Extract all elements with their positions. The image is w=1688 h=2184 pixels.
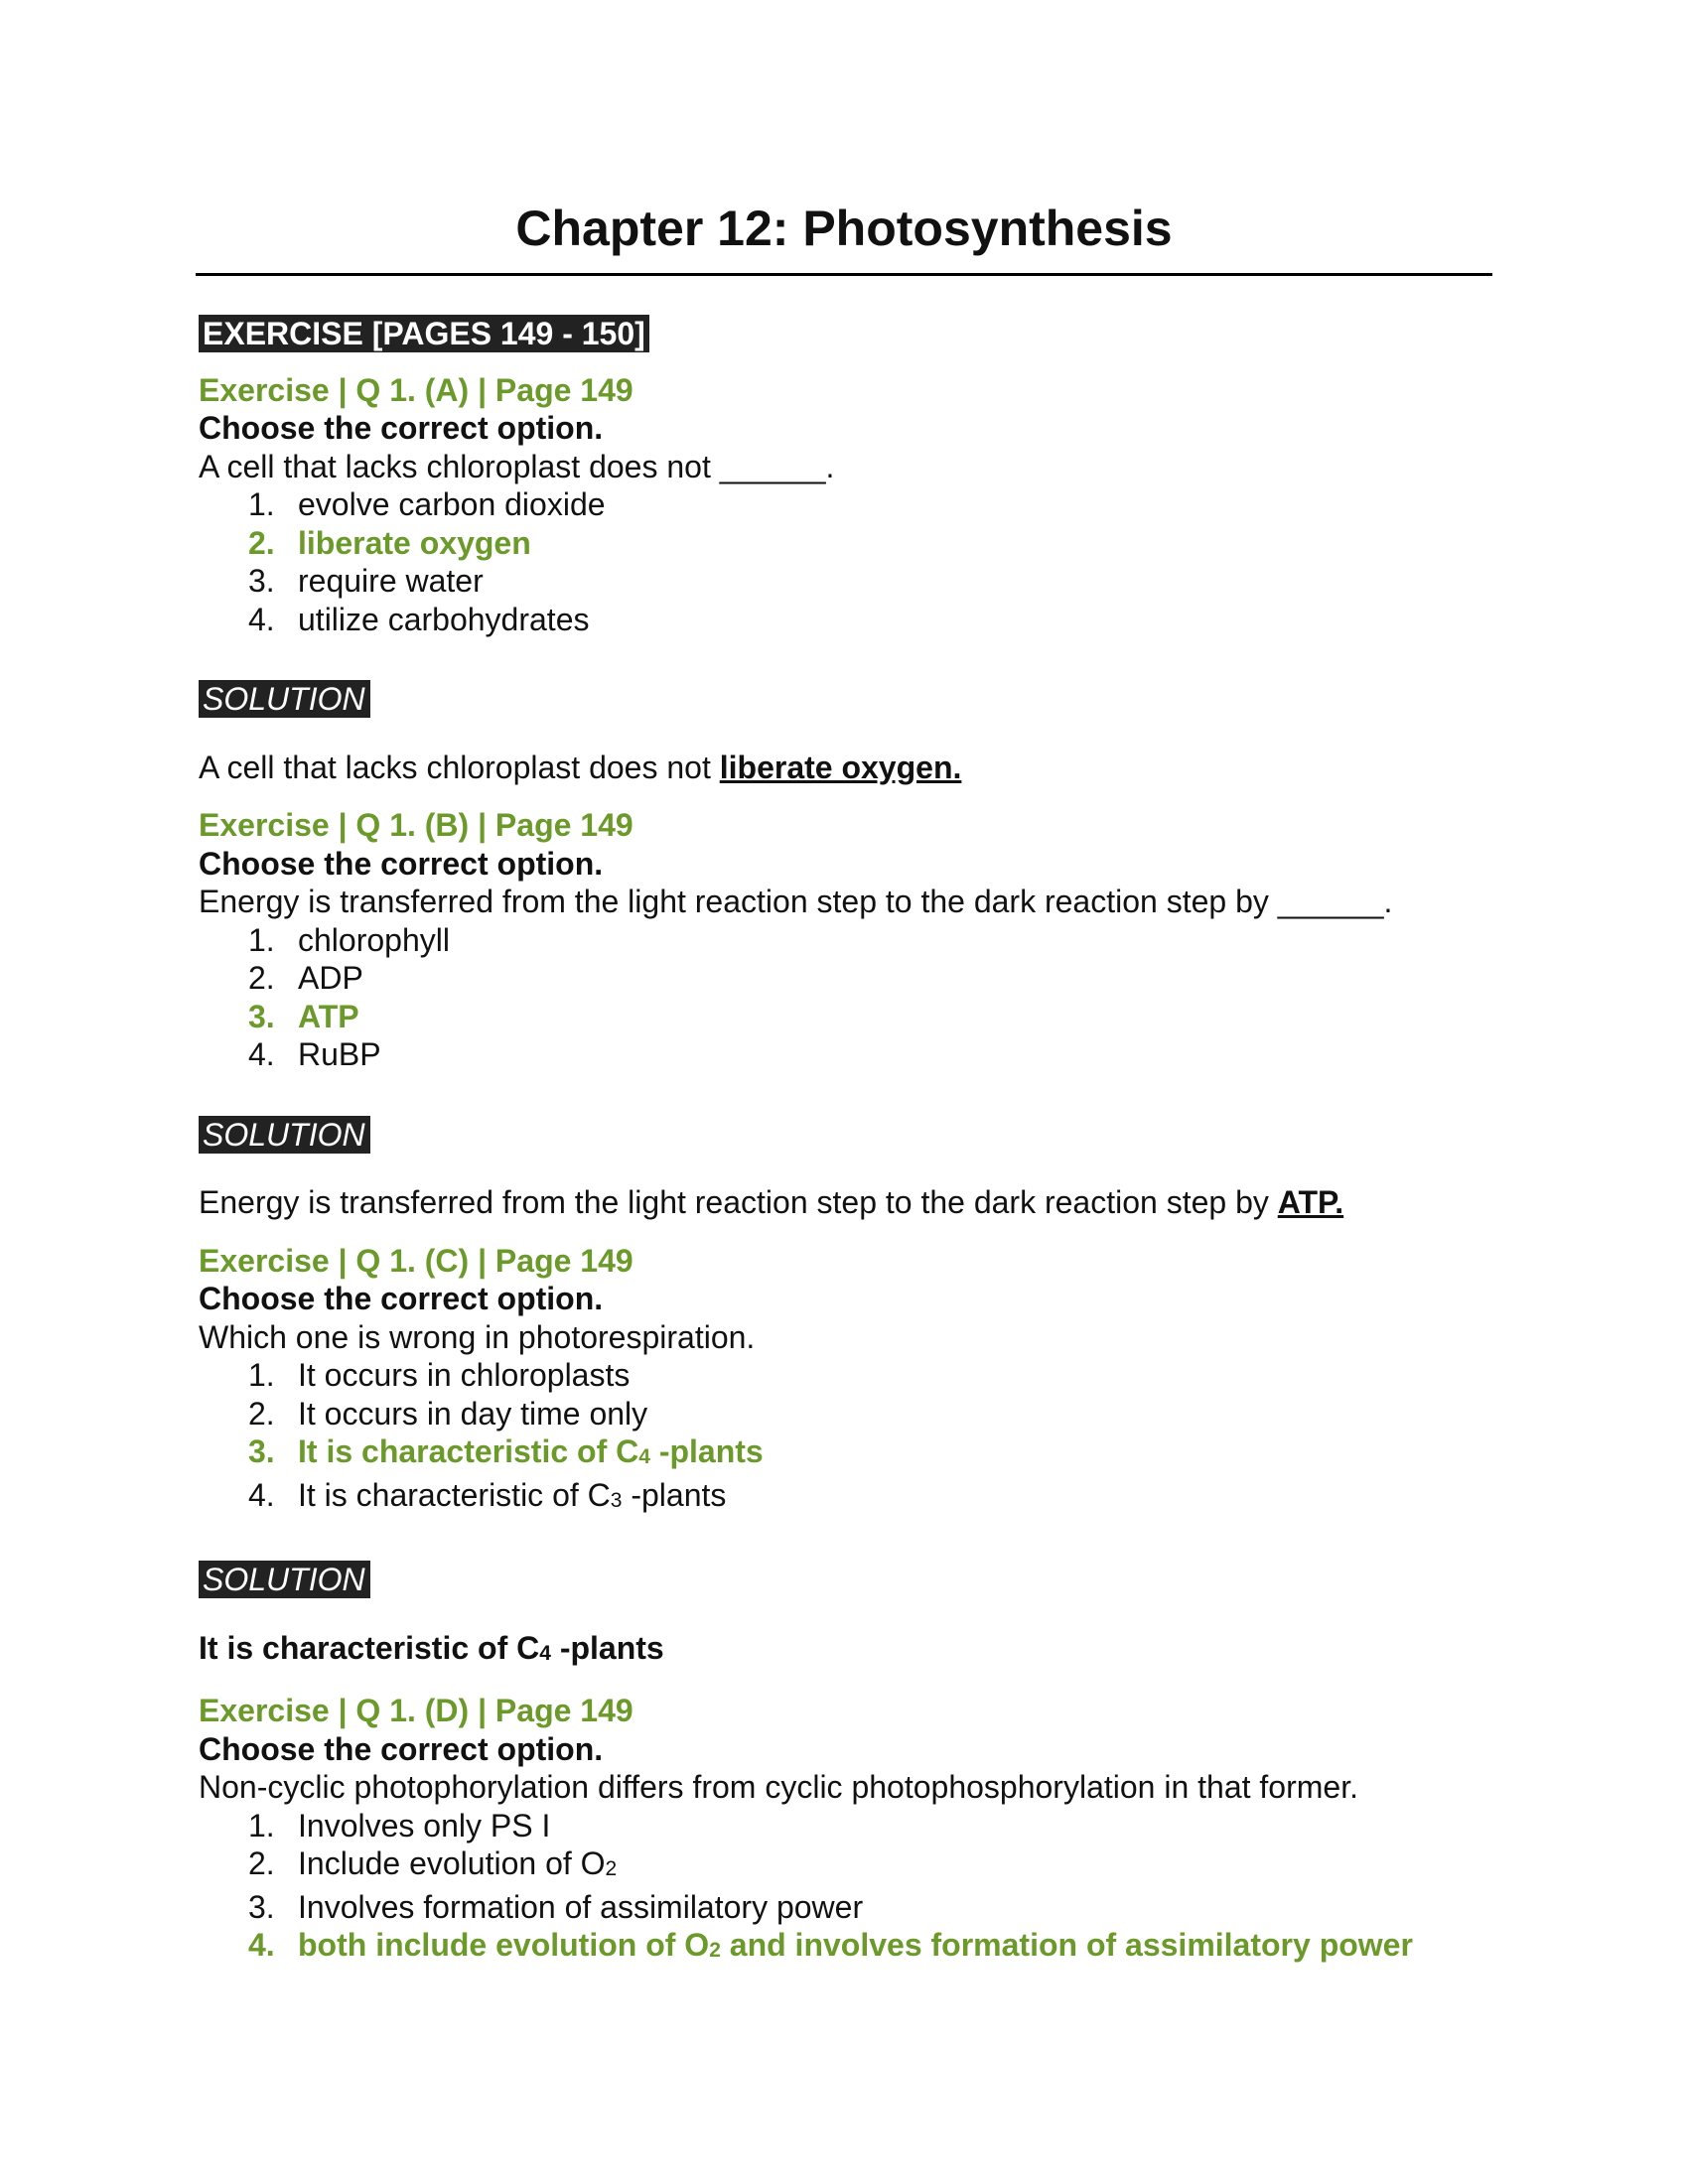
instruction: Choose the correct option. [199,845,604,882]
solution-answer: ATP. [1277,1184,1344,1220]
option-3-correct: 3. It is characteristic of $C_4$ -plants [248,1433,764,1469]
solution-text: Energy is transferred from the light reaction step to the dark reaction step by ATP. [199,1184,1344,1220]
option-1: 1. Involves only PS I [248,1807,551,1843]
solution-text: A cell that lacks chloroplast does not liberate oxygen. [199,749,962,785]
instruction: Choose the correct option. [199,1730,604,1767]
option-list [199,921,1499,1074]
question-block-d [199,1692,1499,1970]
option-1: 1. evolve carbon dioxide [248,486,606,522]
question-block-c [199,1242,1499,1673]
solution-text: It is characteristic of $C_4$ -plants [199,1629,664,1666]
question-text: Which one is wrong in photorespiration. [199,1318,756,1355]
option-4: 4. RuBP [248,1036,381,1072]
option-4-correct: 4. both include evolution of $O_2$ and involves formation of assimilatory power [248,1927,1413,1963]
option-1: 1. chlorophyll [248,921,450,958]
exercise-header: Exercise | Q 1. (D) | Page 149 [199,1693,633,1728]
solution-tag: SOLUTION [199,1116,370,1154]
solution-tag: SOLUTION [199,680,370,718]
solution-tag: SOLUTION [199,1561,370,1598]
page-title: Chapter 12: Photosynthesis [515,201,1173,256]
option-3-correct: 3. ATP [248,998,359,1034]
title-divider [196,273,1492,276]
option-2: 2. It occurs in day time only [248,1395,648,1432]
option-list [199,485,1499,638]
option-2: 2. ADP [248,960,363,996]
option-3: 3. Involves formation of assimilatory power [248,1888,864,1925]
exercise-header: Exercise | Q 1. (A) | Page 149 [199,371,633,408]
option-list [199,1356,1499,1519]
exercise-header: Exercise | Q 1. (C) | Page 149 [199,1242,633,1279]
instruction: Choose the correct option. [199,410,604,446]
option-4: 4. It is characteristic of $C_3$ -plants [248,1476,727,1513]
section-tag: EXERCISE [PAGES 149 - 150] [199,315,649,352]
exercise-header: Exercise | Q 1. (B) | Page 149 [199,807,633,843]
option-list [199,1807,1499,1970]
option-2: 2. Include evolution of $O_2$ [248,1845,618,1881]
instruction: Choose the correct option. [199,1281,604,1316]
option-1: 1. It occurs in chloroplasts [248,1357,631,1393]
question-block-b [199,806,1499,1222]
solution-answer: liberate oxygen. [719,749,962,785]
question-text: Non-cyclic photophorylation differs from cyclic photophosphorylation in that former. [199,1769,1358,1805]
content [199,315,1499,1970]
question-block-a [199,371,1499,787]
option-2-correct: 2. liberate oxygen [248,524,531,561]
option-3: 3. require water [248,563,484,599]
option-4: 4. utilize carbohydrates [248,601,590,637]
question-text: Energy is transferred from the light reaction step to the dark reaction step by ______. [199,884,1393,919]
question-text: A cell that lacks chloroplast does not ______. [199,448,835,484]
